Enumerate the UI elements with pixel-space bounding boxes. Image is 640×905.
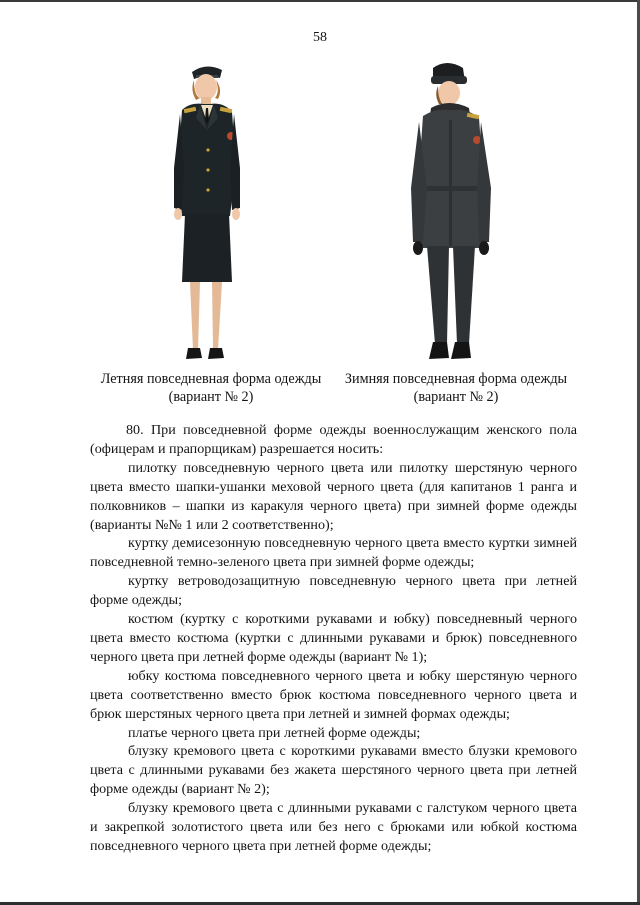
paragraph: блузку кремового цвета с длинными рукавами с галстуком черного цвета и закрепкой золотистого цвета или без него с брюками или юбкой костюма повседневного черного цвета при летней форме одежды; bbox=[90, 800, 577, 854]
summer-uniform-illustration bbox=[160, 60, 260, 370]
scan-edge-top bbox=[0, 0, 640, 2]
page-number: 58 bbox=[313, 30, 327, 45]
paragraph: платье черного цвета при летней форме одежды; bbox=[128, 724, 421, 741]
paragraph: пилотку повседневную черного цвета или пилотку шерстяную черного цвета вместо шапки-ушанки меховой черного цвета (для капитанов 1 ранга и полковников – шапки из каракуля черного цвета) при зимней форме одежды (варианты №№ 1 или 2 соответственно); bbox=[90, 459, 577, 533]
figure-caption-winter bbox=[331, 370, 581, 406]
paragraph: куртку ветроводозащитную повседневную черного цвета при летней форме одежды; bbox=[90, 573, 577, 609]
figure-caption-title: Летняя повседневная форма одежды bbox=[100, 371, 322, 387]
paragraph: блузку кремового цвета с короткими рукавами вместо блузки кремового цвета с длинными рукавами без жакета шерстяного черного цвета при летней форме одежды (вариант № 2); bbox=[90, 743, 577, 798]
paragraph: юбку костюма повседневного черного цвета и юбку шерстяную черного цвета соответственно вместо брюк костюма повседневного черного цвета и брюк шерстяных черного цвета при летней и зимней формах одежды; bbox=[90, 667, 577, 722]
winter-uniform-illustration bbox=[405, 60, 505, 370]
paragraph: 80. При повседневной форме одежды военнослужащим женского пола (офицерам и прапорщикам) разрешается носить: bbox=[90, 422, 577, 457]
paragraph: куртку демисезонную повседневную черного цвета вместо куртки зимней повседневной темно-зеленого цвета при зимней форме одежды; bbox=[90, 535, 577, 571]
figure-caption-title: Зимняя повседневная форма одежды bbox=[344, 371, 568, 387]
figure-caption-variant: (вариант № 2) bbox=[413, 389, 499, 405]
figure-caption-summer bbox=[86, 370, 336, 406]
paragraph: костюм (куртку с короткими рукавами и юбку) повседневный черного цвета вместо костюма (куртки с длинными рукавами и брюк) повседневного черного цвета при летней форме одежды (вариант № 1); bbox=[90, 611, 577, 665]
figure-caption-variant: (вариант № 2) bbox=[168, 389, 254, 405]
regulation-text bbox=[90, 421, 577, 856]
